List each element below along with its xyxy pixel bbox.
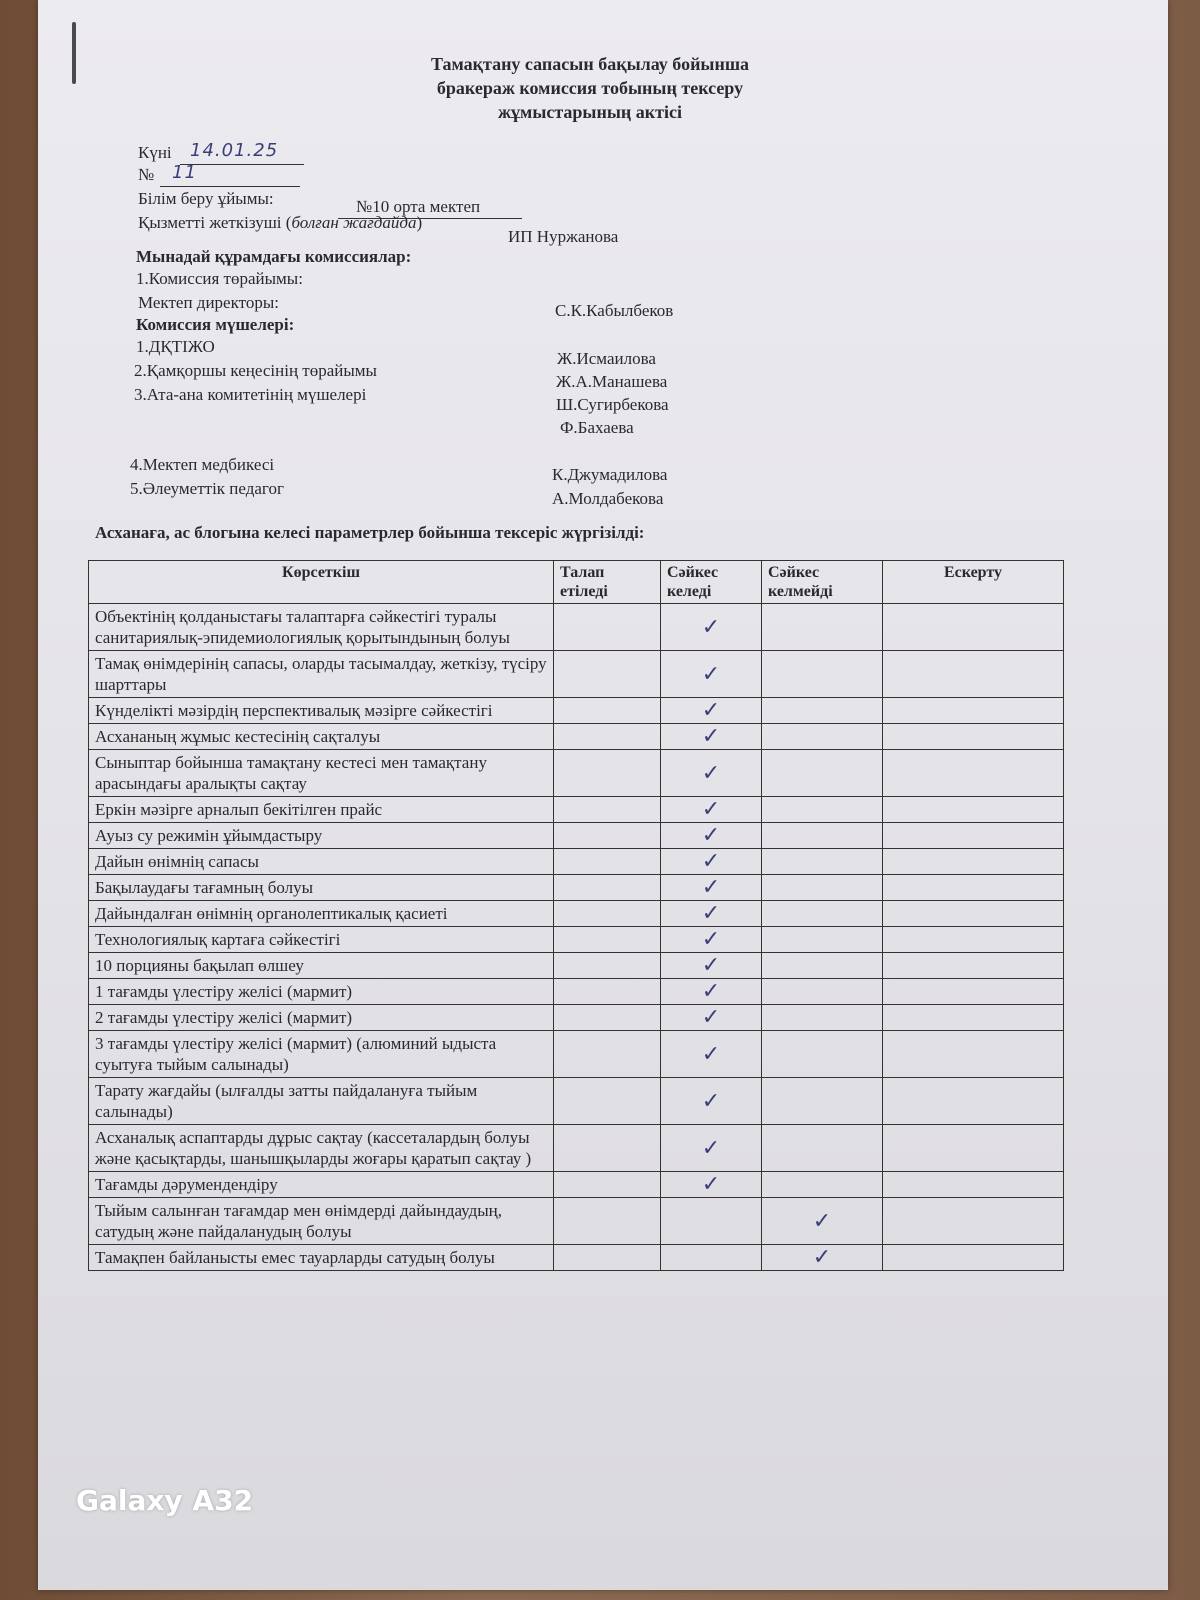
not-complies-cell [762,953,883,979]
indicator-cell: Тағамды дәрумендендіру [89,1172,554,1198]
inspection-table [88,560,1064,1271]
table-row [89,698,1064,724]
table-row [89,1125,1064,1172]
number-underline [160,186,300,187]
indicator-cell: Дайындалған өнімнің органолептикалық қасиеті [89,901,554,927]
not-complies-cell [762,698,883,724]
complies-cell: ✓ [661,651,762,698]
table-row [89,823,1064,849]
date-value: 14.01.25 [190,140,279,161]
table-row [89,797,1064,823]
required-cell [554,1198,661,1245]
required-cell [554,651,661,698]
not-complies-cell [762,1125,883,1172]
required-cell [554,901,661,927]
indicator-cell: Асханалық аспаптарды дұрыс сақтау (кассеталардың болуы және қасықтарды, шанышқыларды жоғары қаратып сақтау ) [89,1125,554,1172]
number-value: 11 [172,162,197,183]
not-complies-cell [762,724,883,750]
title-line-3: жұмыстарының актісі [498,102,682,122]
complies-cell: ✓ [661,823,762,849]
member-1-label: 1.ДҚТІЖО [136,337,215,356]
member-5-label: 5.Әлеуметтік педагог [130,479,284,498]
complies-cell: ✓ [661,604,762,651]
note-cell [883,1245,1064,1271]
complies-cell: ✓ [661,1005,762,1031]
date-label: Күні [138,143,172,162]
required-cell [554,875,661,901]
complies-cell: ✓ [661,849,762,875]
table-row [89,1031,1064,1078]
indicator-cell: 3 тағамды үлестіру желісі (мармит) (алюминий ыдыста суытуға тыйым салынады) [89,1031,554,1078]
indicator-cell: Асхананың жұмыс кестесінің сақталуы [89,724,554,750]
director-label: Мектеп директоры: [138,293,279,312]
table-row [89,849,1064,875]
not-complies-cell [762,651,883,698]
indicator-cell: Тамақ өнімдерінің сапасы, оларды тасымалдау, жеткізу, түсіру шарттары [89,651,554,698]
note-cell [883,953,1064,979]
number-label: № [138,165,155,184]
indicator-cell: Технологиялық картаға сәйкестігі [89,927,554,953]
indicator-cell: 10 порцияны бақылап өлшеу [89,953,554,979]
complies-cell [661,1245,762,1271]
org-value: №10 орта мектеп [356,197,481,216]
document-title [300,52,880,124]
supplier-value: ИП Нуржанова [508,227,619,246]
note-cell [883,979,1064,1005]
note-cell [883,1172,1064,1198]
note-cell [883,724,1064,750]
not-complies-cell [762,1031,883,1078]
required-cell [554,698,661,724]
indicator-cell: 2 тағамды үлестіру желісі (мармит) [89,1005,554,1031]
required-cell [554,927,661,953]
indicator-cell: Тамақпен байланысты емес тауарларды сатудың болуы [89,1245,554,1271]
member-3-name-b: Ф.Бахаева [560,418,634,437]
supplier-label-close: ) [416,213,423,232]
header-complies: Сәйкес келеді [661,561,762,604]
required-cell [554,953,661,979]
complies-cell: ✓ [661,927,762,953]
member-2-name: Ж.А.Манашева [556,372,668,391]
indicator-cell: Сыныптар бойынша тамақтану кестесі мен тамақтану арасындағы аралықты сақтау [89,750,554,797]
indicator-cell: Тыйым салынған тағамдар мен өнімдерді дайындаудың, сатудың және пайдаланудың болуы [89,1198,554,1245]
camera-watermark: Galaxy A32 [76,1484,254,1517]
table-row [89,724,1064,750]
note-cell [883,849,1064,875]
header-indicator: Көрсеткіш [89,561,554,604]
required-cell [554,604,661,651]
not-complies-cell [762,797,883,823]
required-cell [554,1005,661,1031]
complies-cell: ✓ [661,1125,762,1172]
org-label: Білім беру ұйымы: [138,189,274,208]
note-cell [883,823,1064,849]
required-cell [554,724,661,750]
not-complies-cell [762,1078,883,1125]
required-cell [554,979,661,1005]
required-cell [554,1245,661,1271]
note-cell [883,604,1064,651]
table-row [89,1198,1064,1245]
not-complies-cell [762,901,883,927]
complies-cell: ✓ [661,724,762,750]
note-cell [883,1198,1064,1245]
section-heading: Асханаға, ас блогына келесі параметрлер бойынша тексеріс жүргізілді: [95,523,645,542]
not-complies-cell [762,1172,883,1198]
complies-cell: ✓ [661,1078,762,1125]
note-cell [883,750,1064,797]
note-cell [883,1031,1064,1078]
complies-cell: ✓ [661,901,762,927]
table-row [89,1245,1064,1271]
date-underline [180,164,304,165]
table-row [89,1172,1064,1198]
title-line-1: Тамақтану сапасын бақылау бойынша [430,54,750,74]
required-cell [554,1031,661,1078]
members-heading: Комиссия мүшелері: [136,315,295,334]
member-4-label: 4.Мектеп медбикесі [130,455,275,474]
supplier-note: болған жағдайда [291,213,417,232]
indicator-cell: Бақылаудағы тағамның болуы [89,875,554,901]
complies-cell: ✓ [661,698,762,724]
complies-cell: ✓ [661,797,762,823]
table-row [89,875,1064,901]
header-note: Ескерту [883,561,1064,604]
complies-cell: ✓ [661,979,762,1005]
supplier-label [138,212,422,234]
required-cell [554,849,661,875]
note-cell [883,797,1064,823]
required-cell [554,797,661,823]
note-cell [883,1005,1064,1031]
title-line-2: бракераж комиссия тобының тексеру [436,78,744,98]
required-cell [554,750,661,797]
header-required: Талап етіледі [554,561,661,604]
member-5-name: А.Молдабекова [552,489,664,508]
note-cell [883,698,1064,724]
note-cell [883,1125,1064,1172]
note-cell [883,927,1064,953]
not-complies-cell [762,979,883,1005]
complies-cell: ✓ [661,750,762,797]
indicator-cell: Объектінің қолданыстағы талаптарға сәйкестігі туралы санитариялық-эпидемиологиялық қорытындының болуы [89,604,554,651]
not-complies-cell: ✓ [762,1198,883,1245]
indicator-cell: Еркін мәзірге арналып бекітілген прайс [89,797,554,823]
complies-cell: ✓ [661,1031,762,1078]
required-cell [554,823,661,849]
commission-heading: Мынадай құрамдағы комиссиялар: [136,247,412,266]
note-cell [883,901,1064,927]
member-4-name: К.Джумадилова [552,465,668,484]
table-row [89,1078,1064,1125]
paper-mark [72,22,76,84]
member-3-name-a: Ш.Сугирбекова [556,395,669,414]
not-complies-cell [762,604,883,651]
required-cell [554,1078,661,1125]
member-2-label: 2.Қамқоршы кеңесінің төрайымы [134,361,377,380]
director-name: С.К.Кабылбеков [555,301,674,320]
table-row [89,1005,1064,1031]
table-header-row [89,561,1064,604]
complies-cell: ✓ [661,1172,762,1198]
note-cell [883,1078,1064,1125]
note-cell [883,651,1064,698]
table-row [89,901,1064,927]
indicator-cell: 1 тағамды үлестіру желісі (мармит) [89,979,554,1005]
required-cell [554,1125,661,1172]
not-complies-cell [762,1005,883,1031]
table-row [89,651,1064,698]
table-row [89,953,1064,979]
indicator-cell: Тарату жағдайы (ылғалды затты пайдалануға тыйым салынады) [89,1078,554,1125]
table-body [89,604,1064,1271]
indicator-cell: Ауыз су режимін ұйымдастыру [89,823,554,849]
not-complies-cell [762,927,883,953]
indicator-cell: Дайын өнімнің сапасы [89,849,554,875]
member-1-name: Ж.Исмаилова [557,349,656,368]
not-complies-cell [762,875,883,901]
not-complies-cell [762,849,883,875]
table-row [89,750,1064,797]
complies-cell: ✓ [661,875,762,901]
member-3-label: 3.Ата-ана комитетінің мүшелері [134,385,367,404]
table-row [89,927,1064,953]
complies-cell: ✓ [661,953,762,979]
indicator-cell: Күнделікті мәзірдің перспективалық мәзірге сәйкестігі [89,698,554,724]
table-row [89,979,1064,1005]
not-complies-cell [762,823,883,849]
not-complies-cell: ✓ [762,1245,883,1271]
table-row [89,604,1064,651]
chair-label: 1.Комиссия төрайымы: [136,269,303,288]
header-not-complies: Сәйкес келмейді [762,561,883,604]
complies-cell [661,1198,762,1245]
note-cell [883,875,1064,901]
required-cell [554,1172,661,1198]
supplier-label-text: Қызметті жеткізуші ( [138,213,292,232]
not-complies-cell [762,750,883,797]
